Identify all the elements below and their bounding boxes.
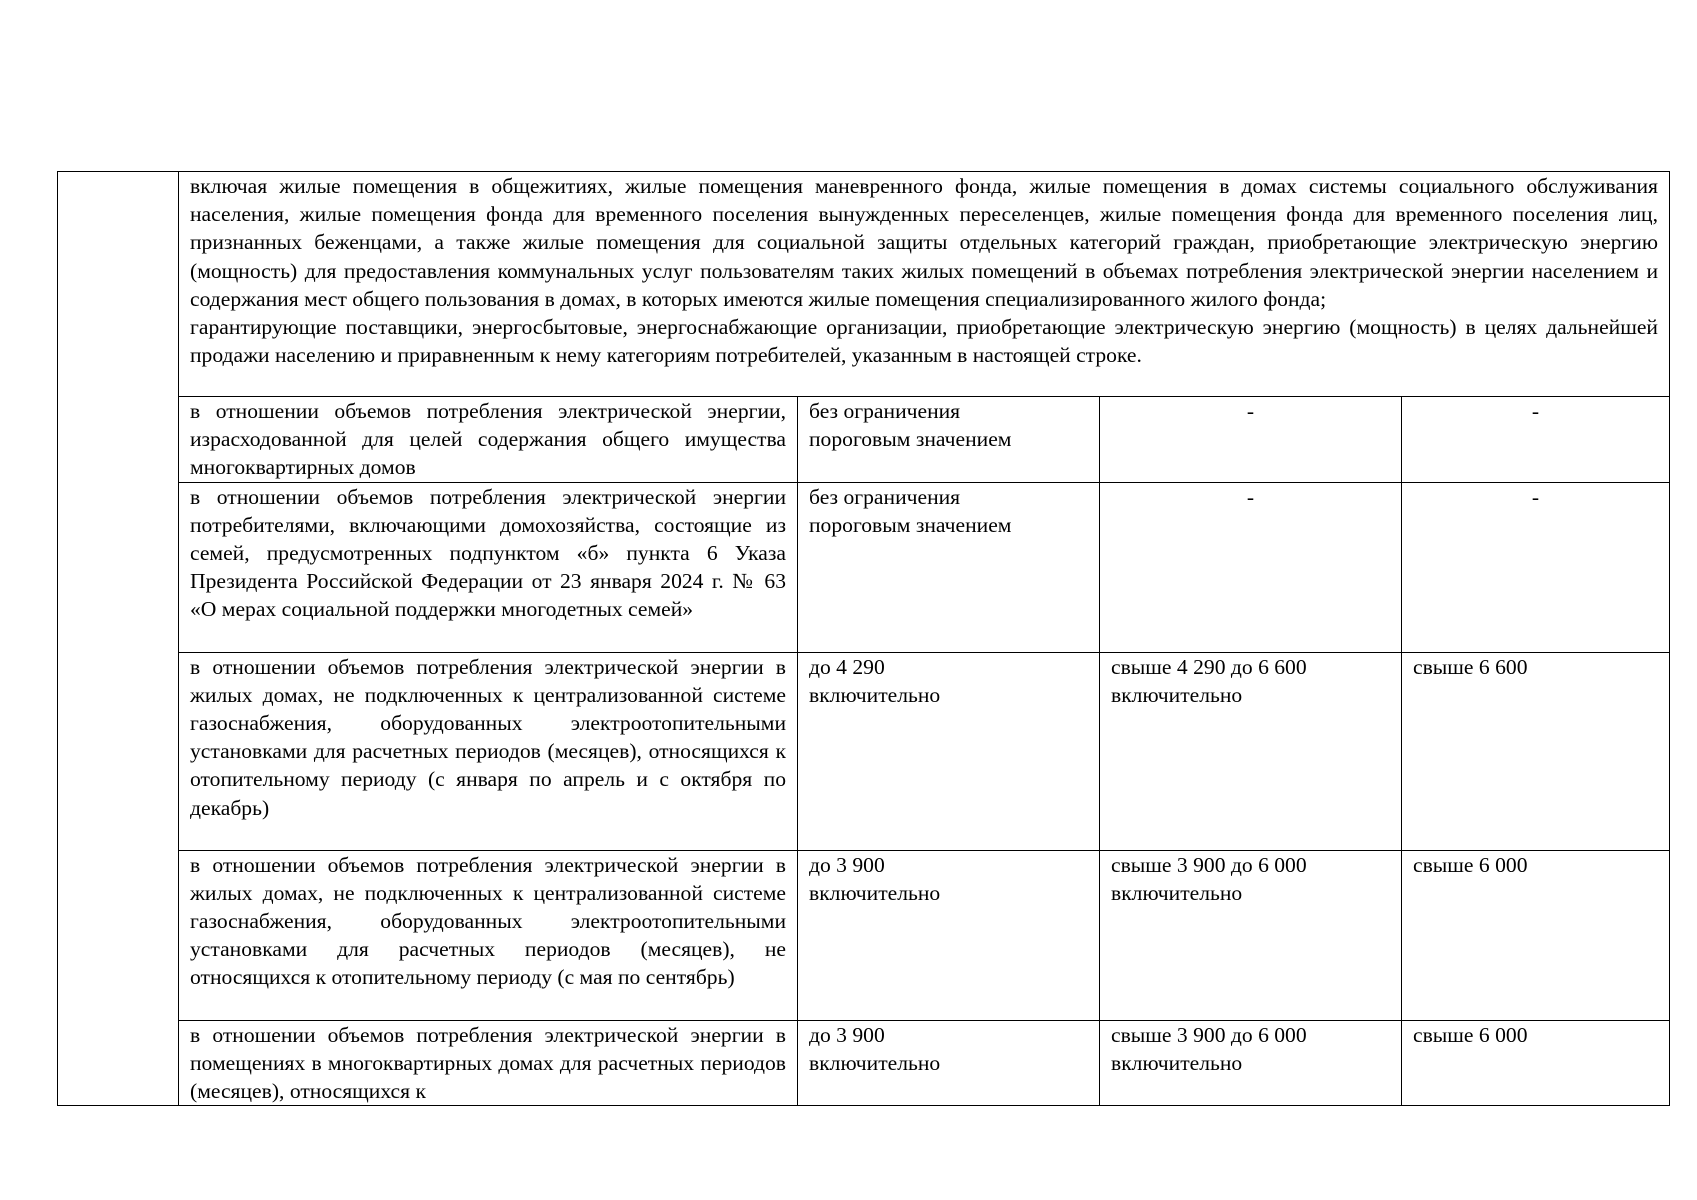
row-description: в отношении объемов потребления электрической энергии в жилых домах, не подключенных к централизованной системе газоснабжения, оборудованных электроотопительными установками для расчетных периодов (месяцев), относящихся к отопительному периоду (с января по апрель и с октября по декабрь)	[179, 652, 798, 850]
row-description: в отношении объемов потребления электрической энергии, израсходованной для целей содержания общего имущества многоквартирных домов	[179, 397, 798, 483]
number-column-cell	[58, 172, 179, 1106]
row-range-3: -	[1402, 482, 1670, 652]
row-range-1: до 4 290 включительно	[798, 652, 1100, 850]
tariff-table	[57, 171, 1670, 1106]
table-row	[58, 850, 1670, 1020]
table-row	[58, 482, 1670, 652]
row-range-3: свыше 6 600	[1402, 652, 1670, 850]
table-row	[58, 397, 1670, 483]
row-range-1: без ограничения пороговым значением	[798, 397, 1100, 483]
row-range-3: свыше 6 000	[1402, 850, 1670, 1020]
table-row	[58, 652, 1670, 850]
row-range-1: до 3 900 включительно	[798, 1020, 1100, 1105]
intro-paragraph-2: гарантирующие поставщики, энергосбытовые, энергоснабжающие организации, приобретающие электрическую энергию (мощность) в целях дальнейшей продажи населению и приравненным к нему категориям потребителей, указанным в настоящей строке.	[190, 315, 1658, 368]
intro-cell	[179, 172, 1670, 397]
row-range-2: свыше 4 290 до 6 600 включительно	[1100, 652, 1402, 850]
row-description	[179, 1020, 798, 1105]
row-range-2: свыше 3 900 до 6 000 включительно	[1100, 850, 1402, 1020]
row-description: в отношении объемов потребления электрической энергии в жилых домах, не подключенных к централизованной системе газоснабжения, оборудованных электроотопительными установками для расчетных периодов (месяцев), не относящихся к отопительному периоду (с мая по сентябрь)	[179, 850, 798, 1020]
table-row-intro	[58, 172, 1670, 397]
row-range-1: до 3 900 включительно	[798, 850, 1100, 1020]
row-description-text: в отношении объемов потребления электрической энергии в помещениях в многоквартирных домах для расчетных периодов (месяцев), относящихся к	[190, 1022, 786, 1104]
row-range-1: без ограничения пороговым значением	[798, 482, 1100, 652]
row-range-2: свыше 3 900 до 6 000 включительно	[1100, 1020, 1402, 1105]
intro-paragraph-1: включая жилые помещения в общежитиях, жилые помещения маневренного фонда, жилые помещения в домах системы социального обслуживания населения, жилые помещения фонда для временного поселения вынужденных переселенцев, жилые помещения фонда для временного поселения лиц, признанных беженцами, а также жилые помещения для социальной защиты отдельных категорий граждан, приобретающие электрическую энергию (мощность) для предоставления коммунальных услуг пользователям таких жилых помещений в объемах потребления электрической энергии населением и содержания мест общего пользования в домах, в которых имеются жилые помещения специализированного жилого фонда;	[190, 174, 1658, 311]
table-row	[58, 1020, 1670, 1105]
row-description: в отношении объемов потребления электрической энергии потребителями, включающими домохозяйства, состоящие из семей, предусмотренных подпунктом «б» пункта 6 Указа Президента Российской Федерации от 23 января 2024 г. № 63 «О мерах социальной поддержки многодетных семей»	[179, 482, 798, 652]
row-range-3: -	[1402, 397, 1670, 483]
row-range-3: свыше 6 000	[1402, 1020, 1670, 1105]
row-range-2: -	[1100, 482, 1402, 652]
row-range-2: -	[1100, 397, 1402, 483]
